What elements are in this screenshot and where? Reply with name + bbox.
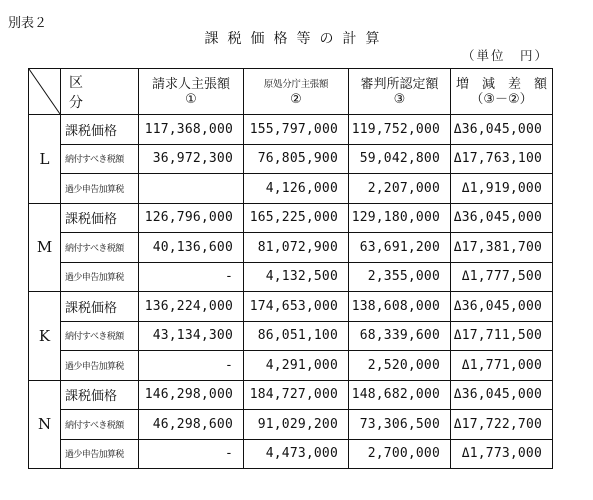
group-label: L [29,115,61,204]
appendix-label: 別表２ [8,16,48,31]
row-label: 課税価格 [61,203,139,233]
amount-cell: 148,682,000 [349,380,451,410]
amount-cell: Δ1,919,000 [451,174,553,204]
group-label: N [29,380,61,469]
header-tribunal [349,69,451,115]
table-row [29,380,553,410]
tax-calculation-table [28,68,553,469]
header-tribunal-number: ③ [393,91,406,107]
amount-cell: 59,042,800 [349,144,451,174]
amount-cell: 126,796,000 [139,203,244,233]
amount-cell: 4,132,500 [244,262,349,292]
amount-cell: 4,473,000 [244,439,349,469]
row-label: 過少申告加算税 [61,262,139,292]
header-original-agency [244,69,349,115]
amount-cell: 165,225,000 [244,203,349,233]
table-row [29,233,553,263]
amount-cell: 155,797,000 [244,115,349,145]
row-label: 課税価格 [61,292,139,322]
header-difference-formula: （③－②） [470,91,533,107]
table-body [29,115,553,469]
row-label: 課税価格 [61,380,139,410]
row-label: 過少申告加算税 [61,439,139,469]
document-title: 課税価格等の計算 [204,31,389,47]
unit-note: （単位 円） [461,48,549,63]
amount-cell: 129,180,000 [349,203,451,233]
amount-cell: - [139,351,244,381]
row-label: 過少申告加算税 [61,351,139,381]
table-row [29,144,553,174]
amount-cell: 2,700,000 [349,439,451,469]
amount-cell: 4,291,000 [244,351,349,381]
table-row [29,439,553,469]
amount-cell: 184,727,000 [244,380,349,410]
amount-cell: Δ1,771,000 [451,351,553,381]
amount-cell: Δ36,045,000 [451,203,553,233]
amount-cell: 136,224,000 [139,292,244,322]
amount-cell: Δ17,722,700 [451,410,553,440]
table-row [29,292,553,322]
amount-cell: Δ36,045,000 [451,292,553,322]
amount-cell: Δ36,045,000 [451,115,553,145]
table-row [29,203,553,233]
table-row [29,410,553,440]
header-difference-label: 増 減 差 額 [455,76,547,92]
amount-cell: 138,608,000 [349,292,451,322]
amount-cell: 119,752,000 [349,115,451,145]
amount-cell: 174,653,000 [244,292,349,322]
amount-cell: 146,298,000 [139,380,244,410]
amount-cell: 36,972,300 [139,144,244,174]
amount-cell: 43,134,300 [139,321,244,351]
row-label: 納付すべき税額 [61,144,139,174]
amount-cell: 63,691,200 [349,233,451,263]
amount-cell: 2,355,000 [349,262,451,292]
amount-cell: 86,051,100 [244,321,349,351]
group-label: K [29,292,61,381]
amount-cell: - [139,262,244,292]
amount-cell: 2,520,000 [349,351,451,381]
row-label: 納付すべき税額 [61,321,139,351]
header-kubun: 区 分 [61,69,139,115]
row-label: 過少申告加算税 [61,174,139,204]
amount-cell: 4,126,000 [244,174,349,204]
amount-cell: Δ17,711,500 [451,321,553,351]
diagonal-line-icon [29,69,60,114]
header-original-agency-number: ② [290,91,302,107]
amount-cell: Δ36,045,000 [451,380,553,410]
table-row [29,174,553,204]
amount-cell: 73,306,500 [349,410,451,440]
header-claimant [139,69,244,115]
table-row [29,351,553,381]
diagonal-corner-cell [29,69,61,115]
row-label: 課税価格 [61,115,139,145]
amount-cell: - [139,439,244,469]
table-row [29,115,553,145]
amount-cell [139,174,244,204]
table-row [29,321,553,351]
row-label: 納付すべき税額 [61,410,139,440]
row-label: 納付すべき税額 [61,233,139,263]
amount-cell: 46,298,600 [139,410,244,440]
amount-cell: Δ1,773,000 [451,439,553,469]
header-row [29,69,553,115]
amount-cell: 81,072,900 [244,233,349,263]
amount-cell: 2,207,000 [349,174,451,204]
header-original-agency-label: 原処分庁主張額 [263,78,329,90]
amount-cell: 117,368,000 [139,115,244,145]
amount-cell: 68,339,600 [349,321,451,351]
amount-cell: Δ1,777,500 [451,262,553,292]
amount-cell: Δ17,763,100 [451,144,553,174]
header-claimant-label: 請求人主張額 [151,76,230,92]
header-difference [451,69,553,115]
header-tribunal-label: 審判所認定額 [360,76,439,92]
amount-cell: Δ17,381,700 [451,233,553,263]
amount-cell: 76,805,900 [244,144,349,174]
amount-cell: 40,136,600 [139,233,244,263]
header-claimant-number: ① [185,91,197,107]
table-row [29,262,553,292]
amount-cell: 91,029,200 [244,410,349,440]
group-label: M [29,203,61,292]
